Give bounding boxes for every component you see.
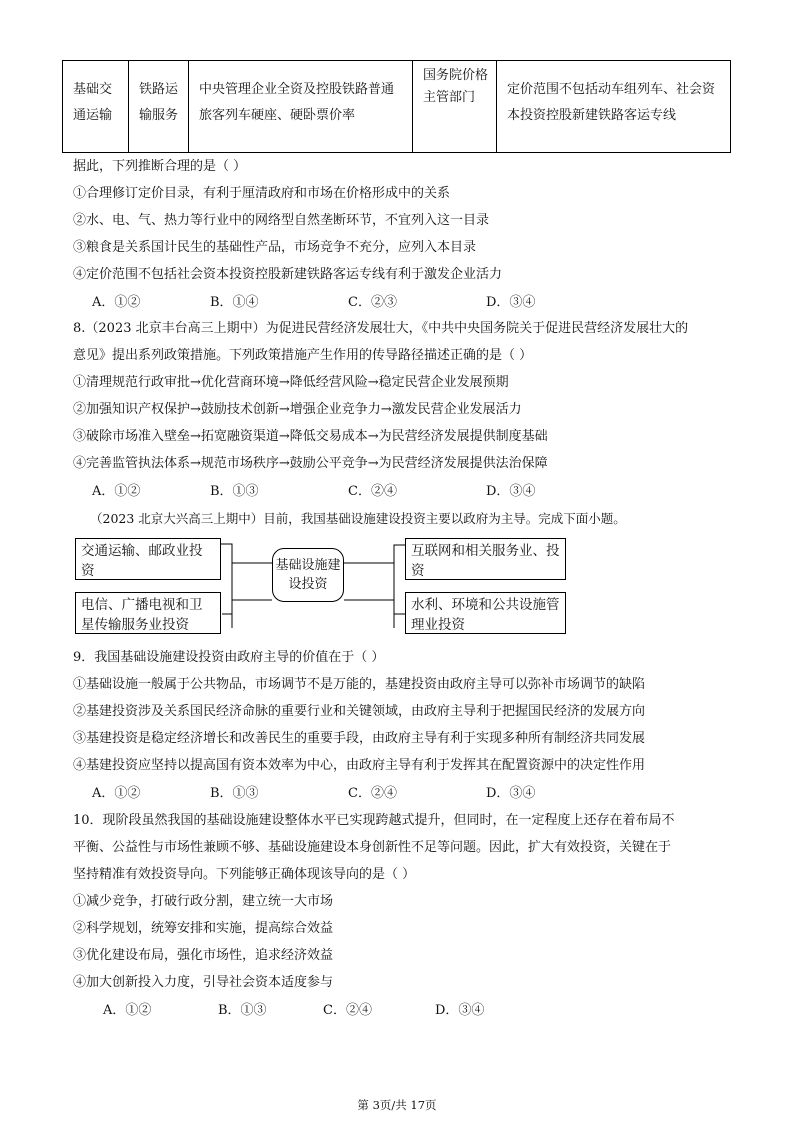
q10-option-b: B．①③ [218,1003,267,1018]
diagram-center-infrastructure: 基础设施建设投资 [272,548,344,602]
q9-item-1: ①基础设施一般属于公共物品，市场调节不是万能的，基建投资由政府主导可以弥补市场调节的缺陷 [73,677,646,692]
q7-item-3: ③粮食是关系国计民生的基础性产品，市场竞争不充分，应列入本目录 [73,240,477,255]
q10-option-a: A．①② [103,1003,152,1018]
q10-option-d: D．③④ [435,1003,485,1018]
q7-option-d: D．③④ [486,295,536,310]
q10-stem-line2: 平衡、公益性与市场性兼顾不够、基础设施建设本身创新性不足等问题。因此，扩大有效投资，关键在于 [73,840,672,855]
table-cell-category: 基础交通运输 [63,61,129,152]
q9-stem: 9．我国基础设施建设投资由政府主导的价值在于（ ） [73,650,385,665]
q7-item-4: ④定价范围不包括社会资本投资控股新建铁路客运专线有利于激发企业活力 [73,267,503,282]
diagram-box-transport: 交通运输、邮政业投资 [75,538,221,580]
q9-item-3: ③基建投资是稳定经济增长和改善民生的重要手段，由政府主导有利于实现多种所有制经济共同发展 [73,731,646,746]
q8-option-b: B．①③ [210,484,259,499]
material-intro: （2023 北京大兴高三上期中）目前，我国基础设施建设投资主要以政府为主导。完成下面小题。 [90,511,626,526]
q8-stem-line2: 意见》提出系列政策措施。下列政策措施产生作用的传导路径描述正确的是（ ） [73,348,533,363]
table-cell-authority: 国务院价格主管部门 [413,61,497,152]
q7-option-a: A．①② [92,295,141,310]
q7-item-1: ①合理修订定价目录，有利于厘清政府和市场在价格形成中的关系 [73,186,451,201]
table-cell-service: 铁路运输服务 [129,61,189,152]
diagram-box-internet: 互联网和相关服务业、投资 [405,538,566,580]
diagram-box-telecom: 电信、广播电视和卫星传输服务业投资 [75,592,221,634]
q8-item-1: ①清理规范行政审批→优化营商环境→降低经营风险→稳定民营企业发展预期 [73,375,509,390]
table-cell-note: 定价范围不包括动车组列车、社会资本投资控股新建铁路客运专线 [507,82,716,123]
q8-item-2: ②加强知识产权保护→鼓励技术创新→增强企业竞争力→激发民营企业发展活力 [73,402,522,417]
q9-option-d: D．③④ [486,786,536,801]
page-number: 第 3页/共 17页 [357,1098,437,1112]
q8-option-a: A．①② [92,484,141,499]
q10-stem-line3: 坚持精准有效投资导向。下列能够正确体现该导向的是（ ） [73,867,416,882]
q7-option-b: B．①④ [210,295,259,310]
q10-item-1: ①减少竞争，打破行政分割，建立统一大市场 [73,894,334,909]
q8-option-c: C．②④ [348,484,397,499]
q10-stem-line1: 10．现阶段虽然我国的基础设施建设整体水平已实现跨越式提升，但同时，在一定程度上还存在着布局不 [73,813,675,828]
q7-option-c: C．②③ [348,295,397,310]
q7-item-2: ②水、电、气、热力等行业中的网络型自然垄断环节，不宜列入这一目录 [73,213,490,228]
q8-option-d: D．③④ [486,484,536,499]
q9-item-2: ②基建投资涉及关系国民经济命脉的重要行业和关键领域，由政府主导利于把握国民经济的发展方向 [73,704,646,719]
q8-stem-line1: 8.（2023 北京丰台高三上期中）为促进民营经济发展壮大，《中共中央国务院关于促进民营经济发展壮大的 [73,321,689,336]
q10-item-4: ④加大创新投入力度，引导社会资本适度参与 [73,975,334,990]
q7-stem: 据此，下列推断合理的是（ ） [73,159,247,174]
q9-option-c: C．②④ [348,786,397,801]
q8-item-3: ③破除市场准入壁垒→拓宽融资渠道→降低交易成本→为民营经济发展提供制度基础 [73,429,548,444]
q10-item-2: ②科学规划，统筹安排和实施，提高综合效益 [73,921,334,936]
q10-item-3: ③优化建设布局，强化市场性，追求经济效益 [73,948,334,963]
q8-item-4: ④完善监管执法体系→规范市场秩序→鼓励公平竞争→为民营经济发展提供法治保障 [73,456,548,471]
q10-option-c: C．②④ [323,1003,372,1018]
table-cell-content: 中央管理企业全资及控股铁路普通旅客列车硬座、硬卧票价率 [189,61,413,152]
diagram-box-water: 水利、环境和公共设施管理业投资 [405,592,566,634]
q9-option-a: A．①② [92,786,141,801]
q9-option-b: B．①③ [210,786,259,801]
q9-item-4: ④基建投资应坚持以提高国有资本效率为中心，由政府主导有利于发挥其在配置资源中的决定性作用 [73,758,646,773]
